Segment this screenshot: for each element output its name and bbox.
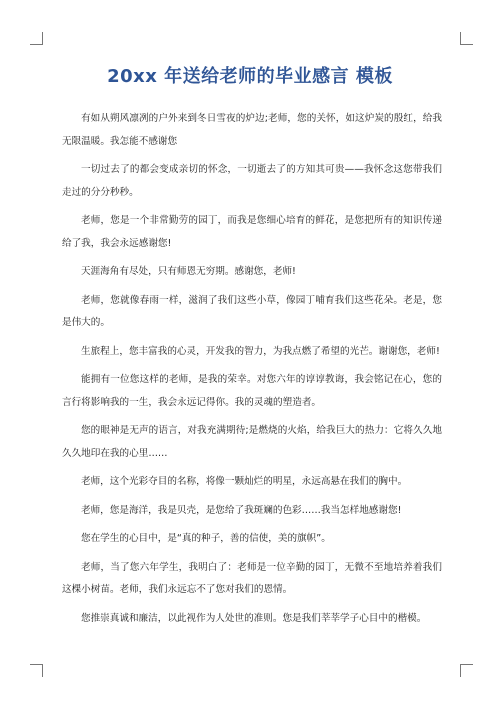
page-corner-mark-top-right — [460, 32, 473, 45]
document-title: 20xx 年送给老师的毕业感言 模板 — [107, 66, 393, 87]
page-corner-mark-bottom-right — [460, 664, 473, 677]
paragraph: 有如从朔风凛冽的户外来到冬日雪夜的炉边;老师，您的关怀，如这炉炭的殷红，给我无限温暖。我怎能不感谢您 — [62, 113, 442, 147]
paragraph: 老师，当了您六年学生，我明白了：老师是一位辛勤的园丁，无微不至地培养着我们这棵小树苗。老师，我们永远忘不了您对我们的恩情。 — [62, 561, 442, 595]
paragraph: 天涯海角有尽处，只有师恩无穷期。感谢您，老师! — [81, 266, 296, 277]
page-corner-mark-bottom-left — [30, 664, 43, 677]
document-body — [62, 108, 442, 636]
paragraph: 您的眼神是无声的语言，对我充满期待;是燃烧的火焰，给我巨大的热力：它将久久地久久地印在我的心里…… — [62, 425, 442, 459]
paragraph: 您推崇真诚和廉洁，以此视作为人处世的准则。您是我们莘莘学子心目中的楷模。 — [81, 612, 427, 624]
paragraph: 一切过去了的都会变成亲切的怀念，一切逝去了的方知其可贵——我怀念这您带我们走过的分分秒秒。 — [62, 164, 442, 198]
paragraph: 生旅程上，您丰富我的心灵，开发我的智力，为我点燃了希望的光芒。谢谢您，老师! — [81, 345, 440, 357]
paragraph: 老师，您是海洋，我是贝壳，是您给了我斑斓的色彩……我当怎样地感谢您! — [81, 504, 402, 516]
page-corner-mark-top-left — [30, 32, 43, 45]
paragraph: 老师，您就像春雨一样，滋润了我们这些小草，像园丁哺育我们这些花朵。老是，您是伟大的。 — [62, 294, 442, 328]
paragraph: 能拥有一位您这样的老师，是我的荣幸。对您六年的谆谆教诲，我会铭记在心，您的言行将影响我的一生，我会永远记得你。我的灵魂的塑造者。 — [62, 374, 442, 408]
paragraph: 您在学生的心目中，是“真的种子，善的信使，美的旗帜”。 — [81, 533, 331, 544]
paragraph: 老师，这个光彩夺目的名称，将像一颗灿烂的明星，永远高悬在我们的胸中。 — [81, 476, 408, 487]
paragraph: 老师，您是一个非常勤劳的园丁，而我是您细心培育的鲜花，是您把所有的知识传递给了我，我会永远感谢您! — [62, 215, 442, 249]
